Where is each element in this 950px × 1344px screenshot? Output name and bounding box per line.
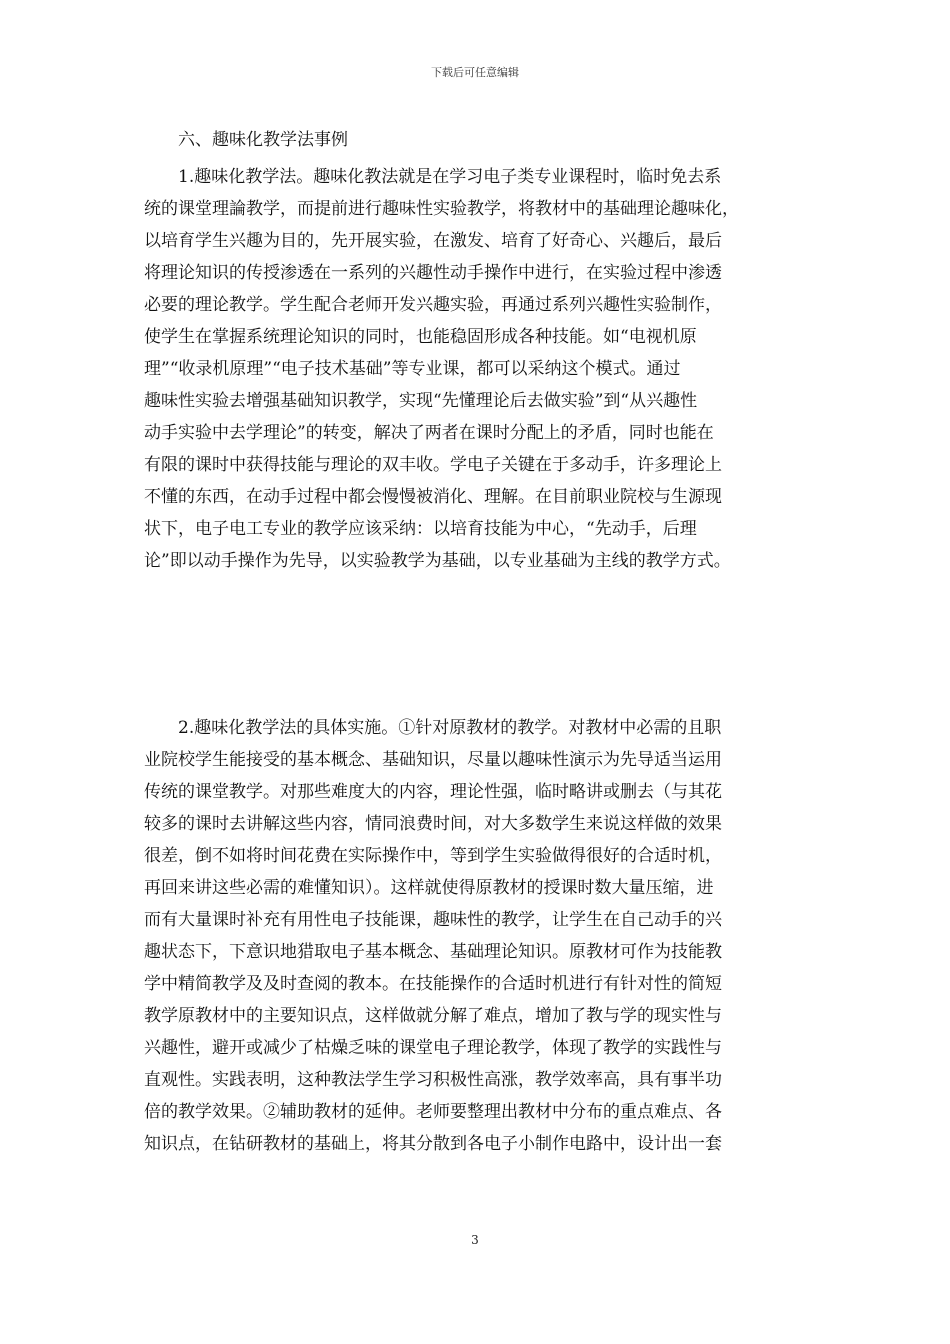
paragraph-line: 理”“收录机原理”“电子技术基础”等专业课，都可以采纳这个模式。通过 bbox=[144, 359, 681, 379]
paragraph-line: 1.趣味化教学法。趣味化教法就是在学习电子类专业课程时，临时免去系 bbox=[178, 167, 722, 187]
paragraph-line: 很差，倒不如将时间花费在实际操作中，等到学生实验做得很好的合适时机， bbox=[144, 846, 722, 866]
paragraph-line: 学中精简教学及及时查阅的教本。在技能操作的合适时机进行有针对性的简短 bbox=[144, 974, 722, 994]
paragraph-line: 直观性。实践表明，这种教法学生学习积极性高涨，教学效率高，具有事半功 bbox=[144, 1070, 722, 1090]
paragraph-line: 倍的教学效果。②辅助教材的延伸。老师要整理出教材中分布的重点难点、各 bbox=[144, 1102, 722, 1122]
paragraph-line: 状下，电子电工专业的教学应该采纳：以培育技能为中心，“先动手，后理 bbox=[144, 519, 697, 539]
paragraph-line: 较多的课时去讲解这些内容，情同浪费时间，对大多数学生来说这样做的效果 bbox=[144, 814, 722, 834]
paragraph-line: 2.趣味化教学法的具体实施。①针对原教材的教学。对教材中必需的且职 bbox=[178, 718, 722, 738]
paragraph-line: 不懂的东西，在动手过程中都会慢慢被消化、理解。在目前职业院校与生源现 bbox=[144, 487, 722, 507]
paragraph-line: 统的课堂理論教学，而提前进行趣味性实验教学，将教材中的基础理论趣味化， bbox=[144, 199, 739, 219]
paragraph-line: 以培育学生兴趣为目的，先开展实验，在激发、培育了好奇心、兴趣后，最后 bbox=[144, 231, 722, 251]
paragraph-line: 传统的课堂教学。对那些难度大的内容，理论性强，临时略讲或删去（与其花 bbox=[144, 782, 722, 802]
paragraph-line: 再回来讲这些必需的难懂知识）。这样就使得原教材的授课时数大量压缩，进 bbox=[144, 878, 714, 898]
page-header: 下载后可任意编辑 bbox=[431, 66, 519, 79]
paragraph-line: 使学生在掌握系统理论知识的同时，也能稳固形成各种技能。如“电视机原 bbox=[144, 327, 697, 347]
paragraph-line: 有限的课时中获得技能与理论的双丰收。学电子关键在于多动手，许多理论上 bbox=[144, 455, 722, 475]
paragraph-line: 知识点，在钻研教材的基础上，将其分散到各电子小制作电路中，设计出一套 bbox=[144, 1134, 722, 1154]
paragraph-line: 趣状态下，下意识地猎取电子基本概念、基础理论知识。原教材可作为技能教 bbox=[144, 942, 722, 962]
paragraph-line: 趣味性实验去增强基础知识教学，实现“先懂理论后去做实验”到“从兴趣性 bbox=[144, 391, 698, 411]
paragraph-line: 教学原教材中的主要知识点，这样做就分解了难点，增加了教与学的现实性与 bbox=[144, 1006, 722, 1026]
paragraph-line: 动手实验中去学理论”的转变，解决了两者在课时分配上的矛盾，同时也能在 bbox=[144, 423, 714, 443]
paragraph-2 bbox=[144, 712, 804, 1160]
paragraph-1 bbox=[144, 161, 804, 577]
page-number: 3 bbox=[471, 1233, 479, 1247]
paragraph-line: 将理论知识的传授渗透在一系列的兴趣性动手操作中进行，在实验过程中渗透 bbox=[144, 263, 722, 283]
paragraph-line: 论”即以动手操作为先导，以实验教学为基础，以专业基础为主线的教学方式。 bbox=[144, 551, 731, 571]
paragraph-line: 业院校学生能接受的基本概念、基础知识，尽量以趣味性演示为先导适当运用 bbox=[144, 750, 722, 770]
paragraph-line: 而有大量课时补充有用性电子技能课，趣味性的教学，让学生在自己动手的兴 bbox=[144, 910, 722, 930]
section-heading: 六、趣味化教学法事例 bbox=[178, 130, 348, 150]
paragraph-line: 必要的理论教学。学生配合老师开发兴趣实验，再通过系列兴趣性实验制作， bbox=[144, 295, 722, 315]
paragraph-line: 兴趣性，避开或减少了枯燥乏味的课堂电子理论教学，体现了教学的实践性与 bbox=[144, 1038, 722, 1058]
